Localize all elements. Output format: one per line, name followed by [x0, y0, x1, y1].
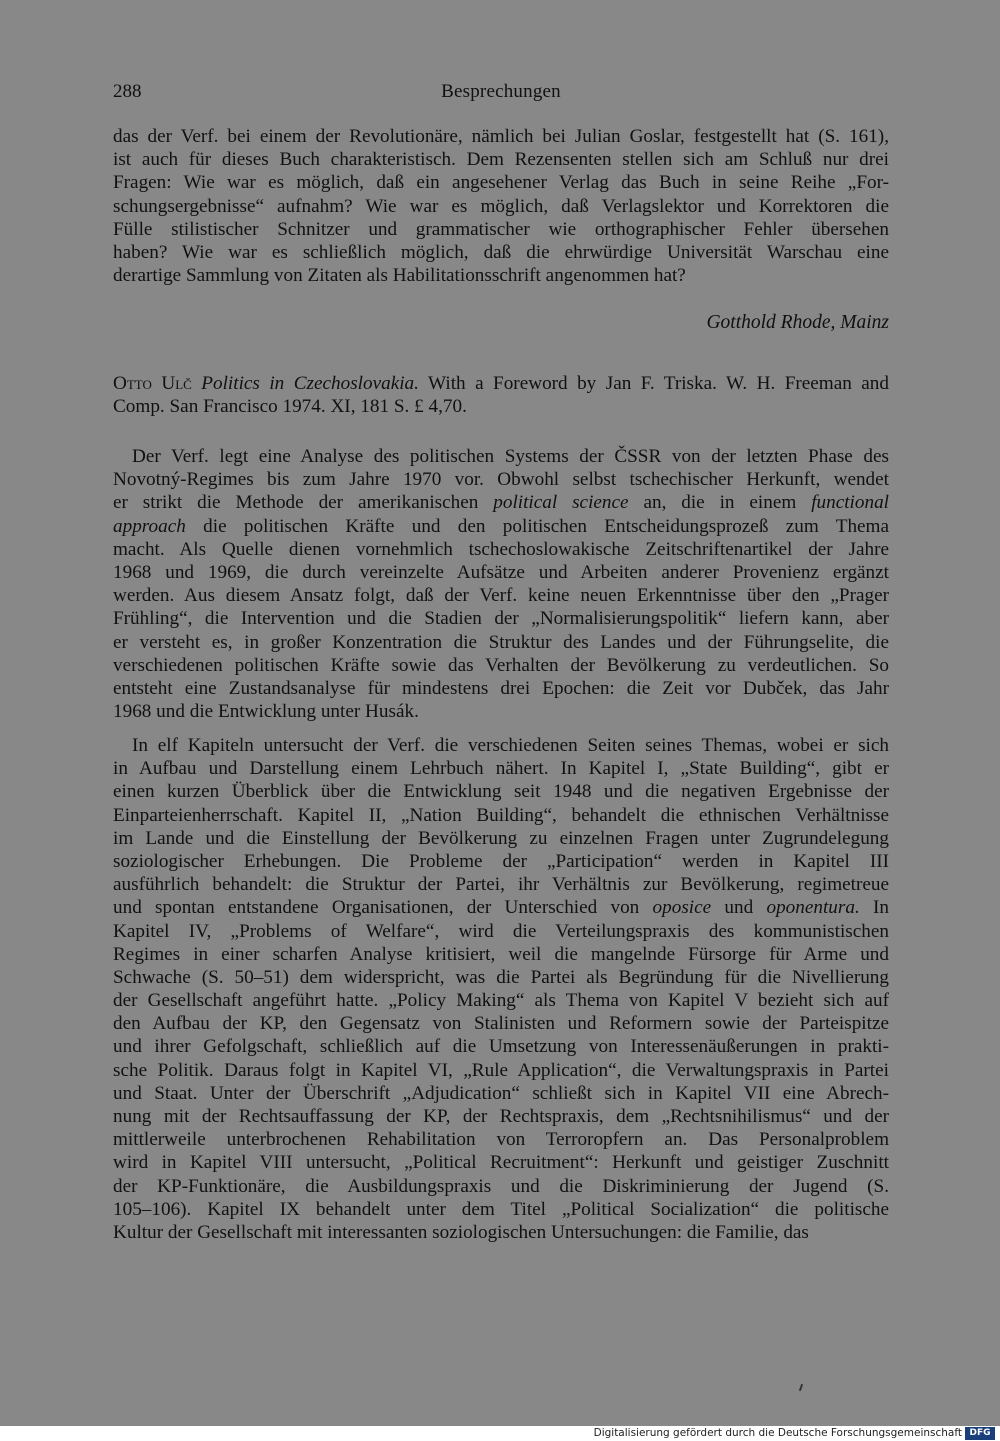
- italic-term: political science: [493, 492, 629, 514]
- review-paragraph-1: [113, 445, 889, 723]
- text-line: [113, 873, 889, 896]
- text-run: In: [859, 897, 889, 919]
- text-line: [113, 1175, 889, 1198]
- text-run: Frühling“, die Intervention und die Stadien der „Normalisierungspolitik“ liefern kann, aber: [113, 608, 889, 630]
- text-line: [113, 920, 889, 943]
- text-line: [113, 700, 889, 723]
- funding-credit: Digitalisierung gefördert durch die Deutsche Forschungsgemeinschaft: [593, 1427, 962, 1439]
- text-line: [113, 943, 889, 966]
- closing-paragraph: [113, 125, 889, 287]
- text-run: ausführlich behandelt: die Struktur der Partei, ihr Verhältnis zur Bevölkerung, regimetreue: [113, 874, 889, 896]
- text-line: Fülle stilistischer Schnitzer und grammatischer wie orthographischer Fehler übersehen: [113, 218, 889, 240]
- text-line: [113, 780, 889, 803]
- text-line: [113, 561, 889, 584]
- italic-term: functional: [811, 492, 889, 514]
- text-line: das der Verf. bei einem der Revolutionäre, nämlich bei Julian Goslar, festgestellt hat (S. 161),: [113, 126, 889, 147]
- text-run: werden. Aus diesem Ansatz folgt, daß der Verf. keine neuen Erkenntnisse über den „Prager: [113, 585, 889, 607]
- text-line: [113, 584, 889, 607]
- text-run: In elf Kapiteln untersucht der Verf. die verschiedenen Seiten seines Themas, wobei er sich: [132, 735, 889, 756]
- text-run: 1968 und die Entwicklung unter Husák.: [113, 701, 419, 723]
- citation-publisher: Comp. San Francisco 1974. XI, 181 S. £ 4,70.: [113, 396, 467, 418]
- page-header: [113, 81, 889, 107]
- text-run: im Lande und die Einstellung der Bevölkerung zu einzelnen Fragen unter Zugrundelegung: [113, 827, 889, 849]
- text-run: und: [711, 897, 767, 919]
- citation-details: With a Foreword by Jan F. Triska. W. H. Freeman and: [418, 373, 889, 394]
- dfg-logo: DFG: [965, 1427, 995, 1440]
- text-run: die politischen Kräfte und den politischen Entscheidungsprozeß zum Thema: [185, 515, 889, 537]
- text-line: [113, 989, 889, 1012]
- page-number: 288: [113, 81, 142, 102]
- text-line: [113, 1221, 889, 1244]
- text-line: derartige Sammlung von Zitaten als Habilitationsschrift angenommen hat?: [113, 265, 686, 287]
- text-line: [113, 827, 889, 850]
- text-run: entsteht eine Zustandsanalyse für mindestens drei Epochen: die Zeit vor Dubček, das Jahr: [113, 677, 889, 699]
- text-line: [113, 491, 889, 514]
- review-paragraph-2: [113, 734, 889, 1244]
- text-run: wird in Kapitel VIII untersucht, „Political Recruitment“: Herkunft und geistiger Zuschnitt: [113, 1152, 889, 1174]
- text-line: [113, 1012, 889, 1035]
- text-run: Schwache (S. 50–51) dem widerspricht, was die Partei als Begründung für die Nivellierung: [113, 966, 889, 988]
- text-run: Kultur der Gesellschaft mit interessanten soziologischen Untersuchungen: die Familie, das: [113, 1221, 809, 1243]
- text-run: in Aufbau und Darstellung einem Lehrbuch nähert. In Kapitel I, „State Building“, gibt er: [113, 758, 889, 780]
- text-run: Novotný-Regimes bis zum Jahre 1970 vor. Obwohl selbst tschechischer Herkunft, wendet: [113, 469, 889, 491]
- text-run: macht. Als Quelle dienen vornehmlich tschechoslowakische Zeitschriftenartikel der Jahre: [113, 538, 889, 560]
- text-run: sche Politik. Daraus folgt in Kapitel VI, „Rule Application“, die Verwaltungspraxis in Partei: [113, 1059, 889, 1081]
- text-line: [113, 1059, 889, 1082]
- running-head: Besprechungen: [441, 81, 561, 102]
- text-run: und Staat. Unter der Überschrift „Adjudication“ schließt sich in Kapitel VII eine Abrech-: [113, 1082, 889, 1104]
- scan-speck: [799, 1384, 803, 1391]
- text-run: er versteht es, in großer Konzentration die Struktur des Landes und der Führungselite, die: [113, 631, 889, 653]
- text-line: [113, 1151, 889, 1174]
- italic-term: oposice: [652, 897, 712, 919]
- italic-term: oponentura.: [766, 897, 860, 919]
- citation-author: Otto Ulč: [113, 373, 192, 394]
- text-line: [113, 850, 889, 873]
- text-line: [113, 1082, 889, 1105]
- text-line: [113, 1035, 889, 1058]
- text-run: an, die in einem: [628, 492, 812, 514]
- text-line: [113, 631, 889, 654]
- text-line: [113, 757, 889, 780]
- text-run: Regimes in einer scharfen Analyse kritisiert, weil die mangelnde Fürsorge für Arme und: [113, 943, 889, 965]
- text-line: [113, 654, 889, 677]
- text-line: [113, 804, 889, 827]
- text-run: der Gesellschaft angeführt hatte. „Policy Making“ als Thema von Kapitel V bezieht sich auf: [113, 990, 889, 1012]
- text-run: 105–106). Kapitel IX behandelt unter dem Titel „Political Socialization“ die politische: [113, 1198, 889, 1220]
- text-run: soziologischer Erhebungen. Die Probleme der „Participation“ werden in Kapitel III: [113, 850, 889, 872]
- text-line: [113, 966, 889, 989]
- text-line: [113, 515, 889, 538]
- text-line: [113, 677, 889, 700]
- text-run: nung mit der Rechtsauffassung der KP, der Rechtspraxis, dem „Rechtsnihilismus“ und der: [113, 1106, 889, 1127]
- text-run: Einparteienherrschaft. Kapitel II, „Nation Building“, behandelt die ethnischen Verhältnisse: [113, 804, 889, 826]
- text-line: [113, 896, 889, 919]
- citation-title: Politics in Czechoslovakia.: [201, 373, 419, 394]
- text-run: mittlerweile unterbrochenen Rehabilitation von Terroropfern an. Das Personalproblem: [113, 1129, 889, 1151]
- italic-term: approach: [113, 515, 186, 537]
- text-line: [113, 445, 889, 468]
- text-line: schungsergebnisse“ aufnahm? Wie war es möglich, daß Verlagslektor und Korrektoren die: [113, 195, 889, 217]
- text-line: ist auch für dieses Buch charakteristisch. Dem Rezensenten stellen sich am Schluß nur drei: [113, 149, 889, 171]
- text-run: einen kurzen Überblick über die Entwicklung seit 1948 und die negativen Ergebnisse der: [113, 781, 889, 803]
- text-line: [113, 1198, 889, 1221]
- text-run: Kapitel IV, „Problems of Welfare“, wird die Verteilungspraxis des kommunistischen: [113, 920, 889, 942]
- text-run: Der Verf. legt eine Analyse des politischen Systems der ČSSR von der letzten Phase des: [132, 446, 889, 467]
- text-line: [113, 538, 889, 561]
- text-line: haben? Wie war es schließlich möglich, daß die ehrwürdige Universität Warschau eine: [113, 241, 889, 263]
- text-run: und ihrer Gefolgschaft, schließlich auf die Umsetzung von Interessenäußerungen in prakti-: [113, 1036, 889, 1058]
- text-line: [113, 734, 889, 757]
- text-line: [113, 607, 889, 630]
- text-run: und spontan entstandene Organisationen, der Unterschied von: [113, 897, 653, 919]
- reviewer-signature: Gotthold Rhode, Mainz: [706, 312, 889, 333]
- text-run: den Aufbau der KP, den Gegensatz von Stalinisten und Reformern sowie der Parteispitze: [113, 1013, 889, 1035]
- text-line: [113, 1105, 889, 1128]
- book-citation: [113, 372, 889, 418]
- text-run: 1968 und 1969, die durch vereinzelte Aufsätze und Arbeiten anderer Provenienz ergänzt: [113, 561, 889, 583]
- text-run: er strikt die Methode der amerikanischen: [113, 492, 494, 514]
- text-run: verschiedenen politischen Kräfte sowie das Verhalten der Bevölkerung zu verdeutlichen. So: [113, 654, 889, 676]
- text-line: [113, 468, 889, 491]
- text-line: Fragen: Wie war es möglich, daß ein angesehener Verlag das Buch in seine Reihe „For-: [113, 172, 889, 194]
- text-line: [113, 1128, 889, 1151]
- text-run: der KP-Funktionäre, die Ausbildungspraxis und die Diskriminierung der Jugend (S.: [113, 1175, 889, 1197]
- footer-bar: [0, 1426, 1000, 1441]
